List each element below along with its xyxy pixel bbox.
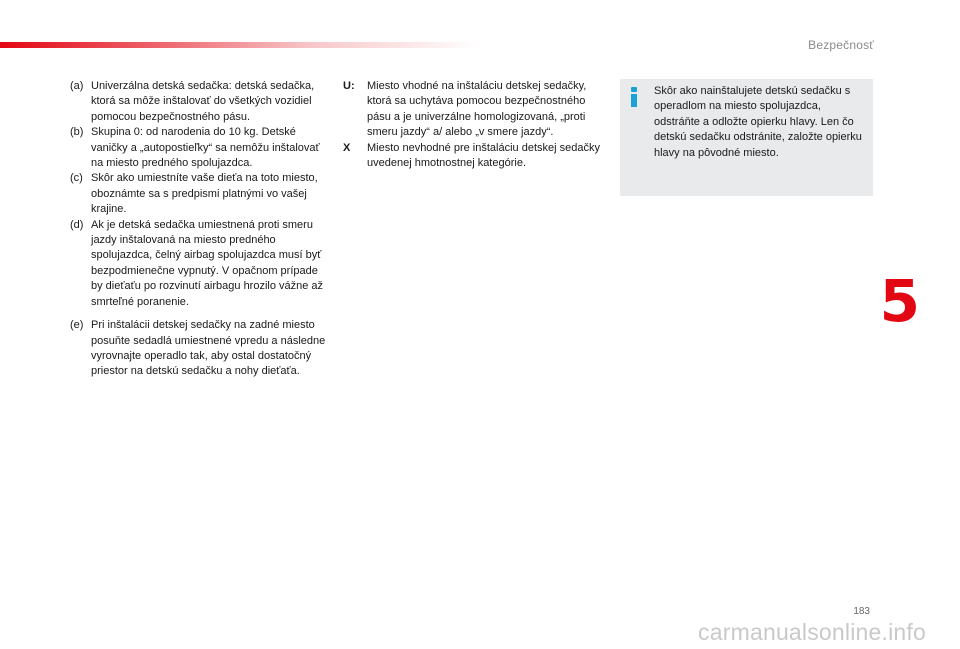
left-column xyxy=(70,79,332,380)
footnote-text: Univerzálna detská sedačka: detská sedačka, ktorá sa môže inštalovať do všetkých vozidiel pomocou bezpečnostného pásu. xyxy=(91,80,315,123)
info-icon xyxy=(630,87,639,107)
footnote-a xyxy=(70,79,332,125)
footnote-d xyxy=(70,218,332,310)
footnote-key: (e) xyxy=(70,319,84,332)
watermark: carmanualsonline.info xyxy=(698,619,926,645)
footnote-key: (a) xyxy=(70,80,84,92)
legend-item-x xyxy=(343,141,605,172)
footnote-b xyxy=(70,125,332,171)
section-title: Bezpečnosť xyxy=(808,38,874,52)
info-box xyxy=(620,79,873,196)
footnote-key: (b) xyxy=(70,126,84,139)
header-accent-bar xyxy=(0,42,480,48)
legend-key: U: xyxy=(343,80,355,92)
footnote-text: Ak je detská sedačka umiestnená proti smeru jazdy inštalovaná na miesto predného spolujazdca, čelný airbag spolujazdca musí byť bezpodmienečne vypnutý. V opačnom prípade by dieťaťu po rozvinutí airbagu hrozilo vážne až smrteľné poranenie. xyxy=(91,218,324,308)
footnote-text: Pri inštalácii detskej sedačky na zadné miesto posuňte sedadlá umiestnené vpredu a následne vyrovnajte operadlo tak, aby ostal dostatočný priestor na detskú sedačku a nohy dieťaťa. xyxy=(91,319,326,378)
footnote-c xyxy=(70,171,332,217)
footnote-e xyxy=(70,318,332,380)
legend-column xyxy=(343,79,605,171)
legend-text: Miesto vhodné na inštaláciu detskej sedačky, ktorá sa uchytáva pomocou bezpečnostného pásu a je univerzálne homologizovaná, „proti smeru jazdy“ a/ alebo „v smere jazdy“. xyxy=(367,80,587,139)
page-number: 183 xyxy=(853,606,870,617)
footnote-key: (c) xyxy=(70,172,83,185)
info-text: Skôr ako nainštalujete detskú sedačku s operadlom na miesto spolujazdca, odstráňte a odložte opierku hlavy. Len čo detskú sedačku odstránite, založte opierku hlavy na pôvodné miesto. xyxy=(654,85,862,159)
legend-text: Miesto nevhodné pre inštaláciu detskej sedačky uvedenej hmotnostnej kategórie. xyxy=(367,141,600,170)
chapter-number: 5 xyxy=(879,267,920,335)
legend-item-u xyxy=(343,79,605,141)
footnote-text: Skupina 0: od narodenia do 10 kg. Detské vaničky a „autopostieľky“ sa nemôžu inštalovať na miesto predného spolujazdca. xyxy=(91,126,320,170)
footnote-text: Skôr ako umiestníte vaše dieťa na toto miesto, oboznámte sa s predpismi platnými vo vašej krajine. xyxy=(91,172,318,216)
legend-key: X xyxy=(343,141,351,154)
footnote-key: (d) xyxy=(70,218,84,231)
